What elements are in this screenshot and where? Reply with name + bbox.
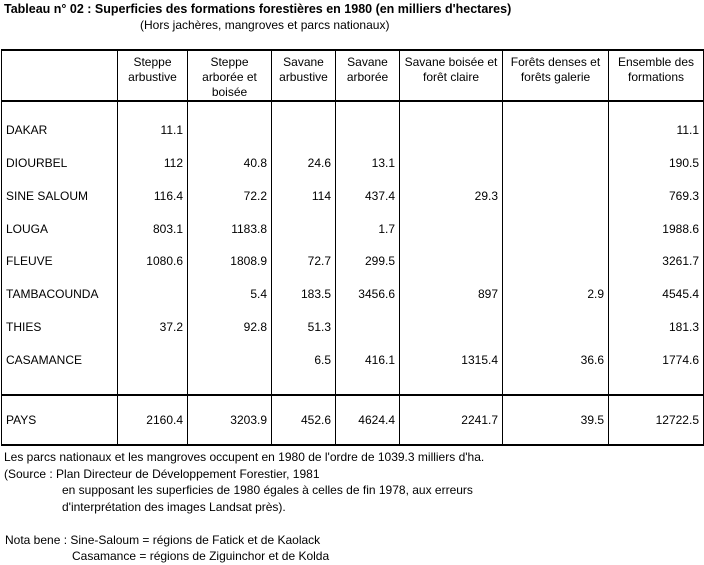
value-cell	[272, 114, 336, 147]
footnotes	[4, 449, 484, 565]
header-cell: Forêts denses et forêts galerie	[503, 50, 609, 101]
value-cell: 92.8	[188, 311, 272, 344]
spacer-row	[2, 101, 704, 114]
table-row	[2, 245, 704, 278]
value-cell: 36.6	[503, 343, 609, 376]
value-cell: 72.2	[188, 180, 272, 213]
region-cell: SINE SALOUM	[2, 180, 118, 213]
header-cell: Savane arbustive	[272, 50, 336, 101]
value-cell: 12722.5	[609, 395, 704, 445]
value-cell	[400, 212, 503, 245]
value-cell: 897	[400, 278, 503, 311]
value-cell	[503, 212, 609, 245]
value-cell: 39.5	[503, 395, 609, 445]
header-cell: Savane boisée et forêt claire	[400, 50, 503, 101]
header-cell: Steppe arbustive	[118, 50, 188, 101]
header-cell: Steppe arborée et boisée	[188, 50, 272, 101]
total-row	[2, 395, 704, 445]
value-cell	[503, 311, 609, 344]
header-cell	[2, 50, 118, 101]
value-cell: 116.4	[118, 180, 188, 213]
value-cell: 299.5	[336, 245, 400, 278]
note-line	[4, 515, 484, 532]
value-cell: 4624.4	[336, 395, 400, 445]
value-cell: 11.1	[609, 114, 704, 147]
value-cell: 3261.7	[609, 245, 704, 278]
header-cell: Ensemble des formations	[609, 50, 704, 101]
value-cell	[188, 343, 272, 376]
forest-formations-table	[1, 49, 704, 446]
value-cell	[336, 311, 400, 344]
value-cell: 29.3	[400, 180, 503, 213]
note-line: Casamance = régions de Ziguinchor et de Kolda	[72, 549, 330, 563]
value-cell: 2160.4	[118, 395, 188, 445]
region-cell: DAKAR	[2, 114, 118, 147]
value-cell: 183.5	[272, 278, 336, 311]
value-cell: 72.7	[272, 245, 336, 278]
table-row	[2, 278, 704, 311]
value-cell: 6.5	[272, 343, 336, 376]
note-line: Nota bene : Sine-Saloum = régions de Fatick et de Kaolack	[5, 532, 321, 547]
note-line: Les parcs nationaux et les mangroves occupent en 1980 de l'ordre de 1039.3 milliers d'ha.	[4, 450, 485, 464]
value-cell: 40.8	[188, 147, 272, 180]
value-cell: 2.9	[503, 278, 609, 311]
value-cell	[118, 278, 188, 311]
value-cell: 416.1	[336, 343, 400, 376]
value-cell	[188, 114, 272, 147]
value-cell	[336, 114, 400, 147]
value-cell: 2241.7	[400, 395, 503, 445]
value-cell: 13.1	[336, 147, 400, 180]
region-cell: PAYS	[2, 395, 118, 445]
table-row	[2, 212, 704, 245]
header-cell: Savane arborée	[336, 50, 400, 101]
note-line: en supposant les superficies de 1980 égales à celles de fin 1978, aux erreurs	[62, 483, 473, 497]
value-cell	[503, 245, 609, 278]
region-cell: THIES	[2, 311, 118, 344]
value-cell: 1988.6	[609, 212, 704, 245]
value-cell	[400, 147, 503, 180]
table-title: Tableau n° 02 : Superficies des formations forestières en 1980 (en milliers d'hectares)	[4, 2, 512, 16]
value-cell: 3203.9	[188, 395, 272, 445]
value-cell: 452.6	[272, 395, 336, 445]
value-cell	[400, 114, 503, 147]
value-cell: 803.1	[118, 212, 188, 245]
note-line: d'interprétation des images Landsat près).	[62, 499, 286, 514]
table-row	[2, 180, 704, 213]
value-cell: 769.3	[609, 180, 704, 213]
value-cell: 4545.4	[609, 278, 704, 311]
value-cell: 1080.6	[118, 245, 188, 278]
value-cell: 1315.4	[400, 343, 503, 376]
value-cell	[118, 343, 188, 376]
value-cell: 114	[272, 180, 336, 213]
value-cell	[503, 147, 609, 180]
note-line: (Source : Plan Directeur de Développement Forestier, 1981	[4, 466, 320, 481]
value-cell: 190.5	[609, 147, 704, 180]
value-cell	[400, 245, 503, 278]
region-cell: TAMBACOUNDA	[2, 278, 118, 311]
value-cell	[503, 180, 609, 213]
value-cell: 437.4	[336, 180, 400, 213]
table-row	[2, 343, 704, 376]
table-row	[2, 311, 704, 344]
value-cell: 181.3	[609, 311, 704, 344]
region-cell: DIOURBEL	[2, 147, 118, 180]
value-cell: 1808.9	[188, 245, 272, 278]
spacer-row	[2, 376, 704, 395]
value-cell: 5.4	[188, 278, 272, 311]
table-subtitle: (Hors jachères, mangroves et parcs nationaux)	[140, 18, 390, 32]
value-cell: 1774.6	[609, 343, 704, 376]
value-cell: 11.1	[118, 114, 188, 147]
header-row	[2, 50, 704, 101]
value-cell: 1.7	[336, 212, 400, 245]
value-cell	[503, 114, 609, 147]
value-cell: 112	[118, 147, 188, 180]
value-cell: 51.3	[272, 311, 336, 344]
table-row	[2, 147, 704, 180]
region-cell: CASAMANCE	[2, 343, 118, 376]
region-cell: FLEUVE	[2, 245, 118, 278]
value-cell: 3456.6	[336, 278, 400, 311]
table-row	[2, 114, 704, 147]
value-cell: 24.6	[272, 147, 336, 180]
value-cell	[400, 311, 503, 344]
value-cell: 1183.8	[188, 212, 272, 245]
value-cell: 37.2	[118, 311, 188, 344]
region-cell: LOUGA	[2, 212, 118, 245]
value-cell	[272, 212, 336, 245]
